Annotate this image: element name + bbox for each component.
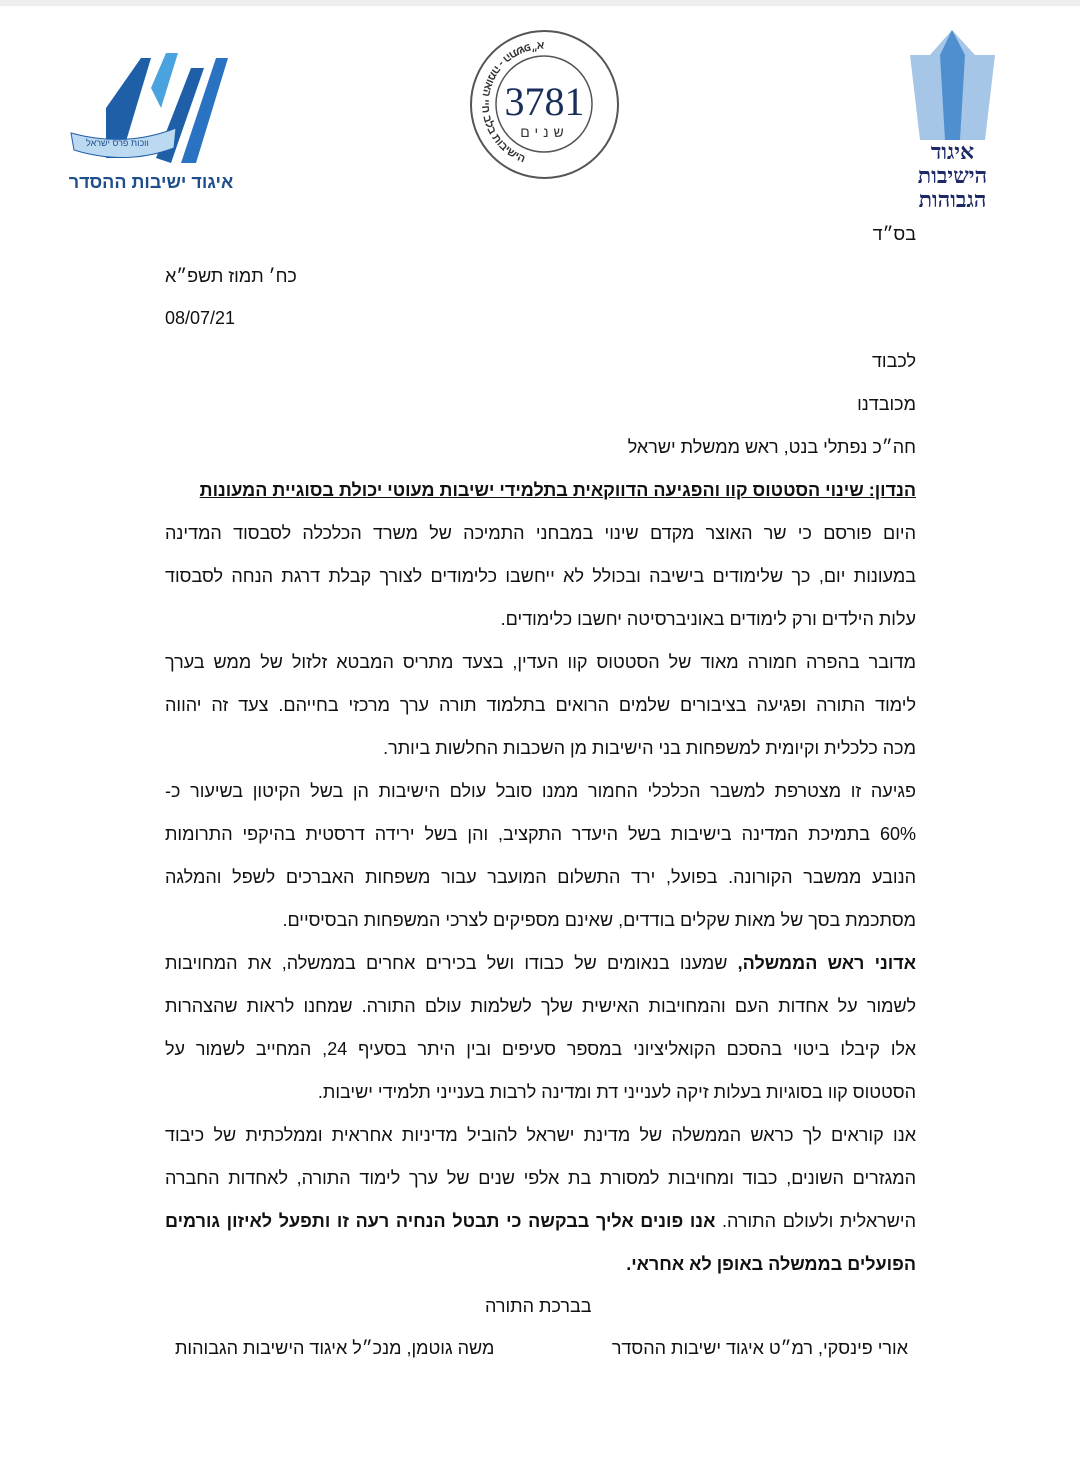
- body-line: אנו קוראים לך כראש הממשלה של מדינת ישראל להוביל מדיניות אחראית וממלכתית של כיבוד: [165, 1125, 916, 1145]
- body-line: אלו קיבלו ביטוי בהסכם הקואליציוני במספר סעיפים ובין היתר בסעיף 24, המחייב לשמור על: [165, 1039, 916, 1059]
- body-line: פגיעה זו מצטרפת למשבר הכלכלי החמור ממנו סובל עולם הישיבות הן בשל הקיטון בשיעור כ-: [165, 781, 916, 801]
- request-text: אנו פונים אליך בבקשה כי תבטל הנחיה רעה זו ותפעל לאיזון גורמים: [165, 1211, 716, 1231]
- body-line: 60% בתמיכת המדינה בישיבות בשל היעדר התקציב, והן בשל ירידה דרסטית בהיקפי התרומות: [165, 824, 916, 844]
- svg-text:הישיבות בלב חיי האומה - התשפ״א: הישיבות בלב חיי האומה - התשפ״א: [478, 38, 545, 166]
- body-line: עלות הילדים ורק לימודים באוניברסיטה יחשבו כלימודים.: [500, 609, 916, 629]
- logo-caption-line: הגבוהות: [918, 187, 987, 212]
- hesder-logo-graphic: [66, 48, 236, 168]
- seal-subtitle: שנים: [520, 124, 569, 140]
- body-text: הישראלית ולעולם התורה.: [715, 1211, 916, 1231]
- body-text: שמענו בנאומים של כבודו ושל בכירים אחרים בממשלה, את המחויבות: [165, 953, 738, 973]
- request-text-end: הפועלים בממשלה באופן לא אחראי.: [626, 1254, 916, 1274]
- body-line: הנובע ממשבר הקורונה. בפועל, ירד התשלום המועבר עבור משפחות האברכים לשפל והמלגה: [165, 867, 916, 887]
- hesder-logo-caption: איגוד ישיבות ההסדר: [68, 172, 234, 192]
- blessing-closing: בברכת התורה: [485, 1296, 592, 1316]
- body-line: לשמור על אחדות העם והמחויבות האישית שלך לשלמות עולם התורה. שמחנו לראות שהצהרות: [165, 996, 916, 1016]
- page-top-border: [0, 0, 1080, 6]
- subject-line: הנדון: שינוי הסטטוס קוו והפגיעה הדווקאית בתלמידי ישיבות מעוטי יכולת בסוגיית המעונות: [199, 480, 916, 500]
- signer-left: משה גוטמן, מנכ״ל איגוד הישיבות הגבוהות: [175, 1338, 495, 1358]
- seal-number: 3781: [504, 79, 585, 124]
- logo-caption-line: הישיבות: [917, 163, 988, 188]
- logo-caption-line: איגוד: [930, 139, 975, 164]
- 3781-years-seal: [470, 30, 619, 179]
- body-line: לימוד התורה ופגיעה בציבורים שלמים הרואים בתלמוד תורה ערך מרכזי בחייהם. צעד זה יהווה: [165, 695, 916, 715]
- higher-yeshivot-logo: [905, 30, 1000, 215]
- body-line: מכה כלכלית וקיומית למשפחות בני הישיבות מן השכבות החלשות ביותר.: [383, 738, 916, 758]
- ribbon-text: ווכות פרס ישראל: [86, 138, 149, 148]
- body-line: מדובר בהפרה חמורה מאוד של הסטטוס קוו העדין, בצעד מתריס המבטא זלזול של ממש בערך: [165, 652, 916, 672]
- recipient-line-2: מכובדנו: [857, 394, 916, 414]
- hesder-yeshivot-logo: [66, 48, 236, 198]
- higher-yeshivot-logo-graphic: [905, 30, 1000, 140]
- body-line: המגזרים השונים, כבוד ומחויבות למסורת בת אלפי שנים של ערך לימוד התורה, לאחדות החברה: [165, 1168, 916, 1188]
- gregorian-date: 08/07/21: [165, 308, 236, 328]
- prime-minister-address: אדוני ראש הממשלה,: [737, 953, 916, 973]
- recipient-line-1: לכבוד: [871, 351, 916, 371]
- hebrew-date: כח׳ תמוז תשפ״א: [165, 266, 297, 286]
- bsd-header: בס״ד: [872, 224, 916, 244]
- body-line: [165, 953, 916, 974]
- body-line: היום פורסם כי שר האוצר מקדם שינוי במבחני התמיכה של משרד הכלכלה לסבסוד המדינה: [165, 523, 916, 543]
- body-line: במעונות יום, כך שלימודים בישיבה ובכולל לא ייחשבו כלימודים לצורך קבלת דרגת הנחה לסבסוד: [165, 566, 916, 586]
- body-line: מסתכמת בסך של מאות שקלים בודדים, שאינם מספיקים לצרכי המשפחות הבסיסיים.: [282, 910, 916, 930]
- recipient-line-3: חה״כ נפתלי בנט, ראש ממשלת ישראל: [627, 437, 916, 457]
- signer-right: אורי פינסקי, רמ״ט איגוד ישיבות ההסדר: [611, 1338, 908, 1358]
- body-line: [165, 1211, 916, 1232]
- seal-ring: [472, 32, 617, 177]
- body-line: הסטטוס קוו בסוגיות בעלות זיקה לענייני דת ומדינה לרבות בענייני תלמידי ישיבות.: [317, 1082, 916, 1102]
